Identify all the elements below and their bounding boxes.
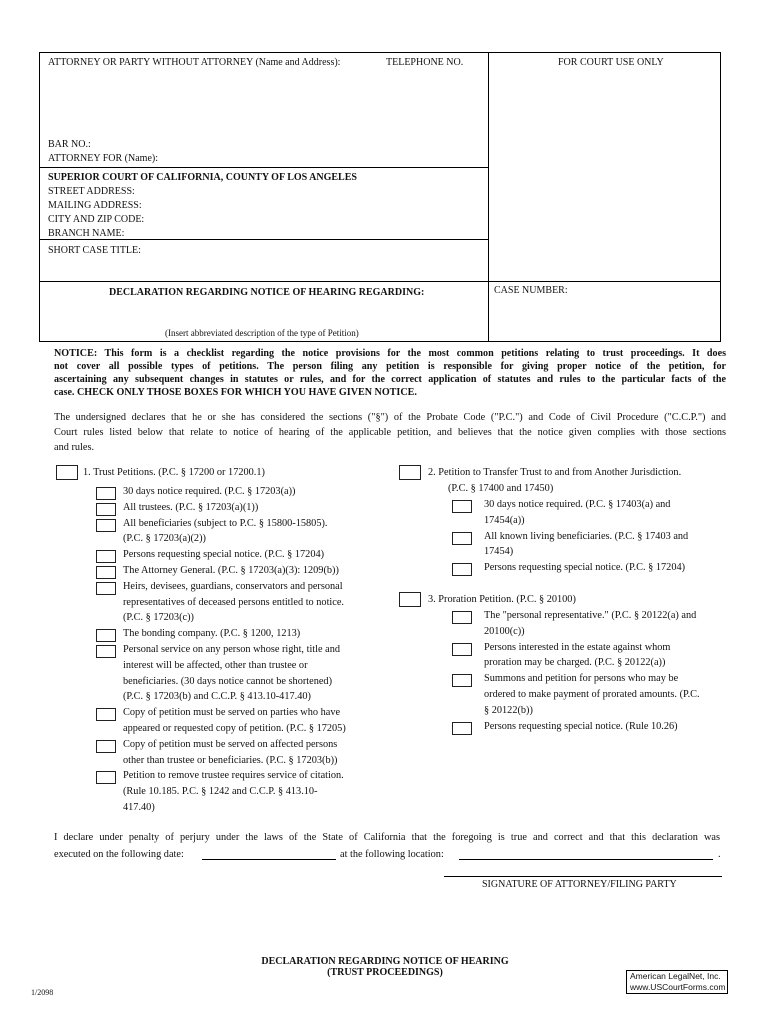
checklist-checkbox[interactable]	[452, 563, 472, 576]
checklist-checkbox[interactable]	[96, 582, 116, 595]
checklist-item-text: interest will be affected, other than trustee or	[123, 659, 308, 671]
transfer-trust-subheading: (P.C. § 17400 and 17450)	[448, 483, 554, 494]
checklist-item-text: Persons interested in the estate against whom	[484, 641, 671, 653]
checklist-checkbox[interactable]	[96, 708, 116, 721]
case-number-label: CASE NUMBER:	[494, 285, 568, 296]
checklist-item-text: All known living beneficiaries. (P.C. § 17403 and	[484, 530, 689, 542]
checklist-item-text: Persons requesting special notice. (Rule 10.26)	[484, 720, 678, 732]
petition-description-field[interactable]	[46, 302, 482, 324]
checklist-checkbox[interactable]	[452, 722, 472, 735]
signature-field[interactable]	[444, 860, 722, 877]
signature-label: SIGNATURE OF ATTORNEY/FILING PARTY	[482, 879, 677, 890]
notice-line: NOTICE: This form is a checklist regarding the notice provisions for the most common petitions relating to trust proceedings. It does	[54, 348, 726, 359]
checklist-checkbox[interactable]	[96, 550, 116, 563]
checklist-checkbox[interactable]	[96, 645, 116, 658]
caption-divider-1	[39, 167, 489, 168]
checklist-item-text: Persons requesting special notice. (P.C. § 17204)	[484, 562, 686, 574]
form-revision-date: 1/2098	[31, 988, 54, 997]
transfer-trust-checkbox[interactable]	[399, 465, 421, 480]
checklist-checkbox[interactable]	[96, 519, 116, 532]
checklist-item-text: 20100(c))	[484, 625, 525, 637]
execution-date-field[interactable]	[202, 847, 336, 860]
footer-title: DECLARATION REGARDING NOTICE OF HEARING	[261, 956, 509, 967]
checklist-item-text: 417.40)	[123, 802, 155, 813]
checklist-checkbox[interactable]	[452, 611, 472, 624]
checklist-item-text: Personal service on any person whose right, title and	[123, 644, 341, 655]
footer-subtitle: (TRUST PROCEEDINGS)	[327, 967, 443, 978]
proration-petition-heading: 3. Proration Petition. (P.C. § 20100)	[428, 594, 576, 605]
bar-no-label: BAR NO.:	[48, 139, 91, 150]
intro-line: and rules.	[54, 442, 95, 453]
declaration-heading: DECLARATION REGARDING NOTICE OF HEARING REGARDING:	[109, 287, 425, 298]
publisher-name: American LegalNet, Inc.	[630, 971, 721, 981]
court-name: SUPERIOR COURT OF CALIFORNIA, COUNTY OF LOS ANGELES	[48, 172, 357, 183]
checklist-item-text: The Attorney General. (P.C. § 17203(a)(3): 1209(b))	[123, 565, 339, 576]
caption-divider-vertical	[488, 52, 489, 342]
checklist-checkbox[interactable]	[96, 771, 116, 784]
executed-location-label: at the following location:	[340, 849, 444, 860]
branch-name-label: BRANCH NAME:	[48, 228, 125, 239]
checklist-checkbox[interactable]	[96, 629, 116, 642]
checklist-item-text: representatives of deceased persons entitled to notice.	[123, 596, 345, 608]
checklist-checkbox[interactable]	[96, 487, 116, 500]
caption-divider-2	[39, 239, 489, 240]
checklist-item-text: The bonding company. (P.C. § 1200, 1213)	[123, 628, 301, 640]
telephone-label: TELEPHONE NO.	[386, 57, 464, 68]
checklist-checkbox[interactable]	[452, 643, 472, 656]
intro-line: The undersigned declares that he or she has considered the sections ("§") of the Probate Code ("P.C.") and Code of Civil Procedure ("C.C.P.") and	[54, 412, 726, 423]
court-use-label: FOR COURT USE ONLY	[558, 57, 664, 68]
checklist-item-text: (P.C. § 17203(a)(2))	[123, 533, 206, 545]
insert-description-hint: (Insert abbreviated description of the type of Petition)	[165, 328, 359, 338]
trust-petitions-checkbox[interactable]	[56, 465, 78, 480]
trust-petitions-heading: 1. Trust Petitions. (P.C. § 17200 or 17200.1)	[83, 467, 265, 478]
checklist-item-text: 17454(a))	[484, 514, 525, 526]
execution-location-field[interactable]	[459, 847, 713, 860]
checklist-item-text: beneficiaries. (30 days notice cannot be shortened)	[123, 675, 332, 687]
notice-line: case. CHECK ONLY THOSE BOXES FOR WHICH YOU HAVE GIVEN NOTICE.	[54, 387, 417, 398]
publisher-box	[626, 970, 728, 994]
short-case-title-label: SHORT CASE TITLE:	[48, 245, 141, 256]
transfer-trust-heading: 2. Petition to Transfer Trust to and from Another Jurisdiction.	[428, 467, 682, 478]
proration-petition-checkbox[interactable]	[399, 592, 421, 607]
city-zip-label: CITY AND ZIP CODE:	[48, 214, 145, 225]
sentence-period: .	[718, 849, 721, 860]
checklist-item-text: 30 days notice required. (P.C. § 17203(a))	[123, 486, 296, 497]
checklist-item-text: Petition to remove trustee requires service of citation.	[123, 770, 344, 782]
checklist-checkbox[interactable]	[452, 674, 472, 687]
mailing-address-label: MAILING ADDRESS:	[48, 200, 142, 211]
case-number-field[interactable]	[494, 300, 716, 336]
checklist-checkbox[interactable]	[452, 532, 472, 545]
intro-line: Court rules listed below that relate to notice of hearing of the applicable petition, and believes that the notice given complies with those sections	[54, 427, 726, 438]
checklist-item-text: All trustees. (P.C. § 17203(a)(1))	[123, 501, 259, 513]
notice-line: ascertaining any subsequent changes in statutes or rules, and for the correct application of statutes and rules to the particular facts of the	[54, 374, 726, 385]
checklist-item-text: Heirs, devisees, guardians, conservators and personal	[123, 580, 343, 592]
checklist-item-text: 30 days notice required. (P.C. § 17403(a) and	[484, 499, 671, 510]
checklist-checkbox[interactable]	[96, 740, 116, 753]
checklist-checkbox[interactable]	[96, 566, 116, 579]
checklist-item-text: (P.C. § 17203(c))	[123, 612, 194, 624]
checklist-item-text: Persons requesting special notice. (P.C. § 17204)	[123, 549, 325, 561]
checklist-item-text: ordered to make payment of prorated amounts. (P.C.	[484, 689, 700, 700]
checklist-item-text: (Rule 10.185. P.C. § 1242 and C.C.P. § 413.10-	[123, 786, 318, 798]
caption-divider-3	[39, 281, 721, 282]
attorney-for-label: ATTORNEY FOR (Name):	[48, 153, 158, 164]
checklist-item-text: All beneficiaries (subject to P.C. § 15800-15805).	[123, 517, 328, 529]
checklist-item-text: Copy of petition must be served on affected persons	[123, 738, 338, 750]
checklist-checkbox[interactable]	[96, 503, 116, 516]
notice-line: not cover all possible types of petitions. The person filing any petition is responsible for giving proper notice of the petition, for	[54, 361, 726, 372]
checklist-item-text: other than trustee or beneficiaries. (P.C. § 17203(b))	[123, 754, 338, 766]
checklist-item-text: proration may be charged. (P.C. § 20122(a))	[484, 657, 666, 669]
publisher-url: www.USCourtForms.com	[630, 982, 726, 992]
checklist-item-text: appeared or requested copy of petition. (P.C. § 17205)	[123, 723, 346, 734]
checklist-item-text: § 20122(b))	[484, 704, 533, 716]
street-address-label: STREET ADDRESS:	[48, 186, 135, 197]
checklist-item-text: The "personal representative." (P.C. § 20122(a) and	[484, 610, 697, 621]
checklist-item-text: (P.C. § 17203(b) and C.C.P. § 413.10-417.40)	[123, 691, 311, 703]
checklist-item-text: Summons and petition for persons who may be	[484, 673, 679, 685]
checklist-item-text: 17454)	[484, 546, 514, 558]
attorney-label: ATTORNEY OR PARTY WITHOUT ATTORNEY (Name and Address):	[48, 57, 341, 68]
attorney-name-field[interactable]	[46, 72, 482, 134]
executed-date-label: executed on the following date:	[54, 849, 184, 860]
declaration-statement: I declare under penalty of perjury under the laws of the State of California that the foregoing is true and correct and that this declaration was	[54, 832, 720, 843]
checklist-checkbox[interactable]	[452, 500, 472, 513]
checklist-item-text: Copy of petition must be served on parties who have	[123, 707, 341, 719]
